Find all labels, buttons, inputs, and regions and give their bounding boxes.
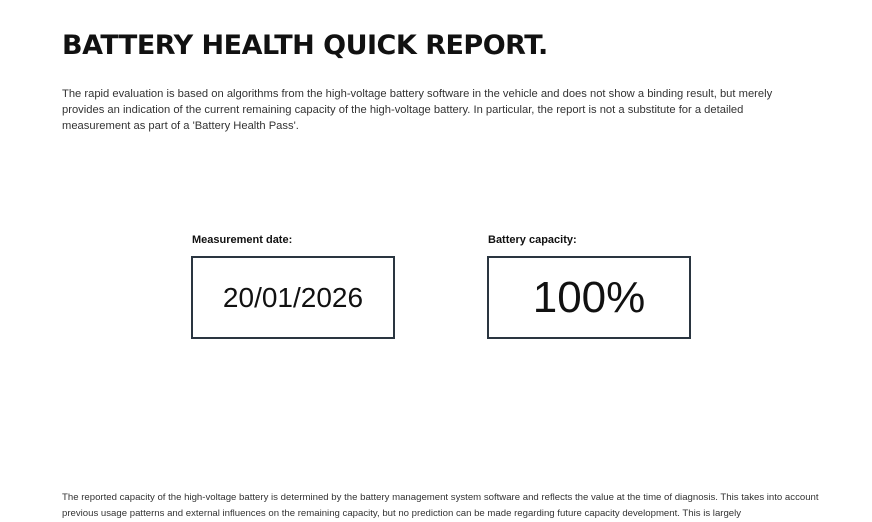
battery-capacity-value: 100% [532, 272, 646, 322]
battery-capacity-label: Battery capacity: [488, 234, 577, 246]
intro-paragraph: The rapid evaluation is based on algorithms from the high-voltage battery software in the vehicle and does not show a binding result, but merely provides an indication of the current remaining capacity of the high-voltage battery. In particular, the report is not a substitute for a detailed measurement as part of a 'Battery Health Pass'. [62, 88, 773, 132]
battery-capacity-box [487, 256, 691, 339]
footer-disclaimer: The reported capacity of the high-voltage battery is determined by the battery management system software and reflects the value at the time of diagnosis. This takes into account previous usage patterns and external influences on the remaining capacity, but no prediction can be made regarding future capacity development. This is largely [62, 492, 819, 519]
measurement-date-value: 20/01/2026 [222, 281, 364, 313]
page-title: BATTERY HEALTH QUICK REPORT. [62, 30, 548, 61]
measurement-date-box [191, 256, 395, 339]
measurement-date-label: Measurement date: [192, 234, 293, 246]
